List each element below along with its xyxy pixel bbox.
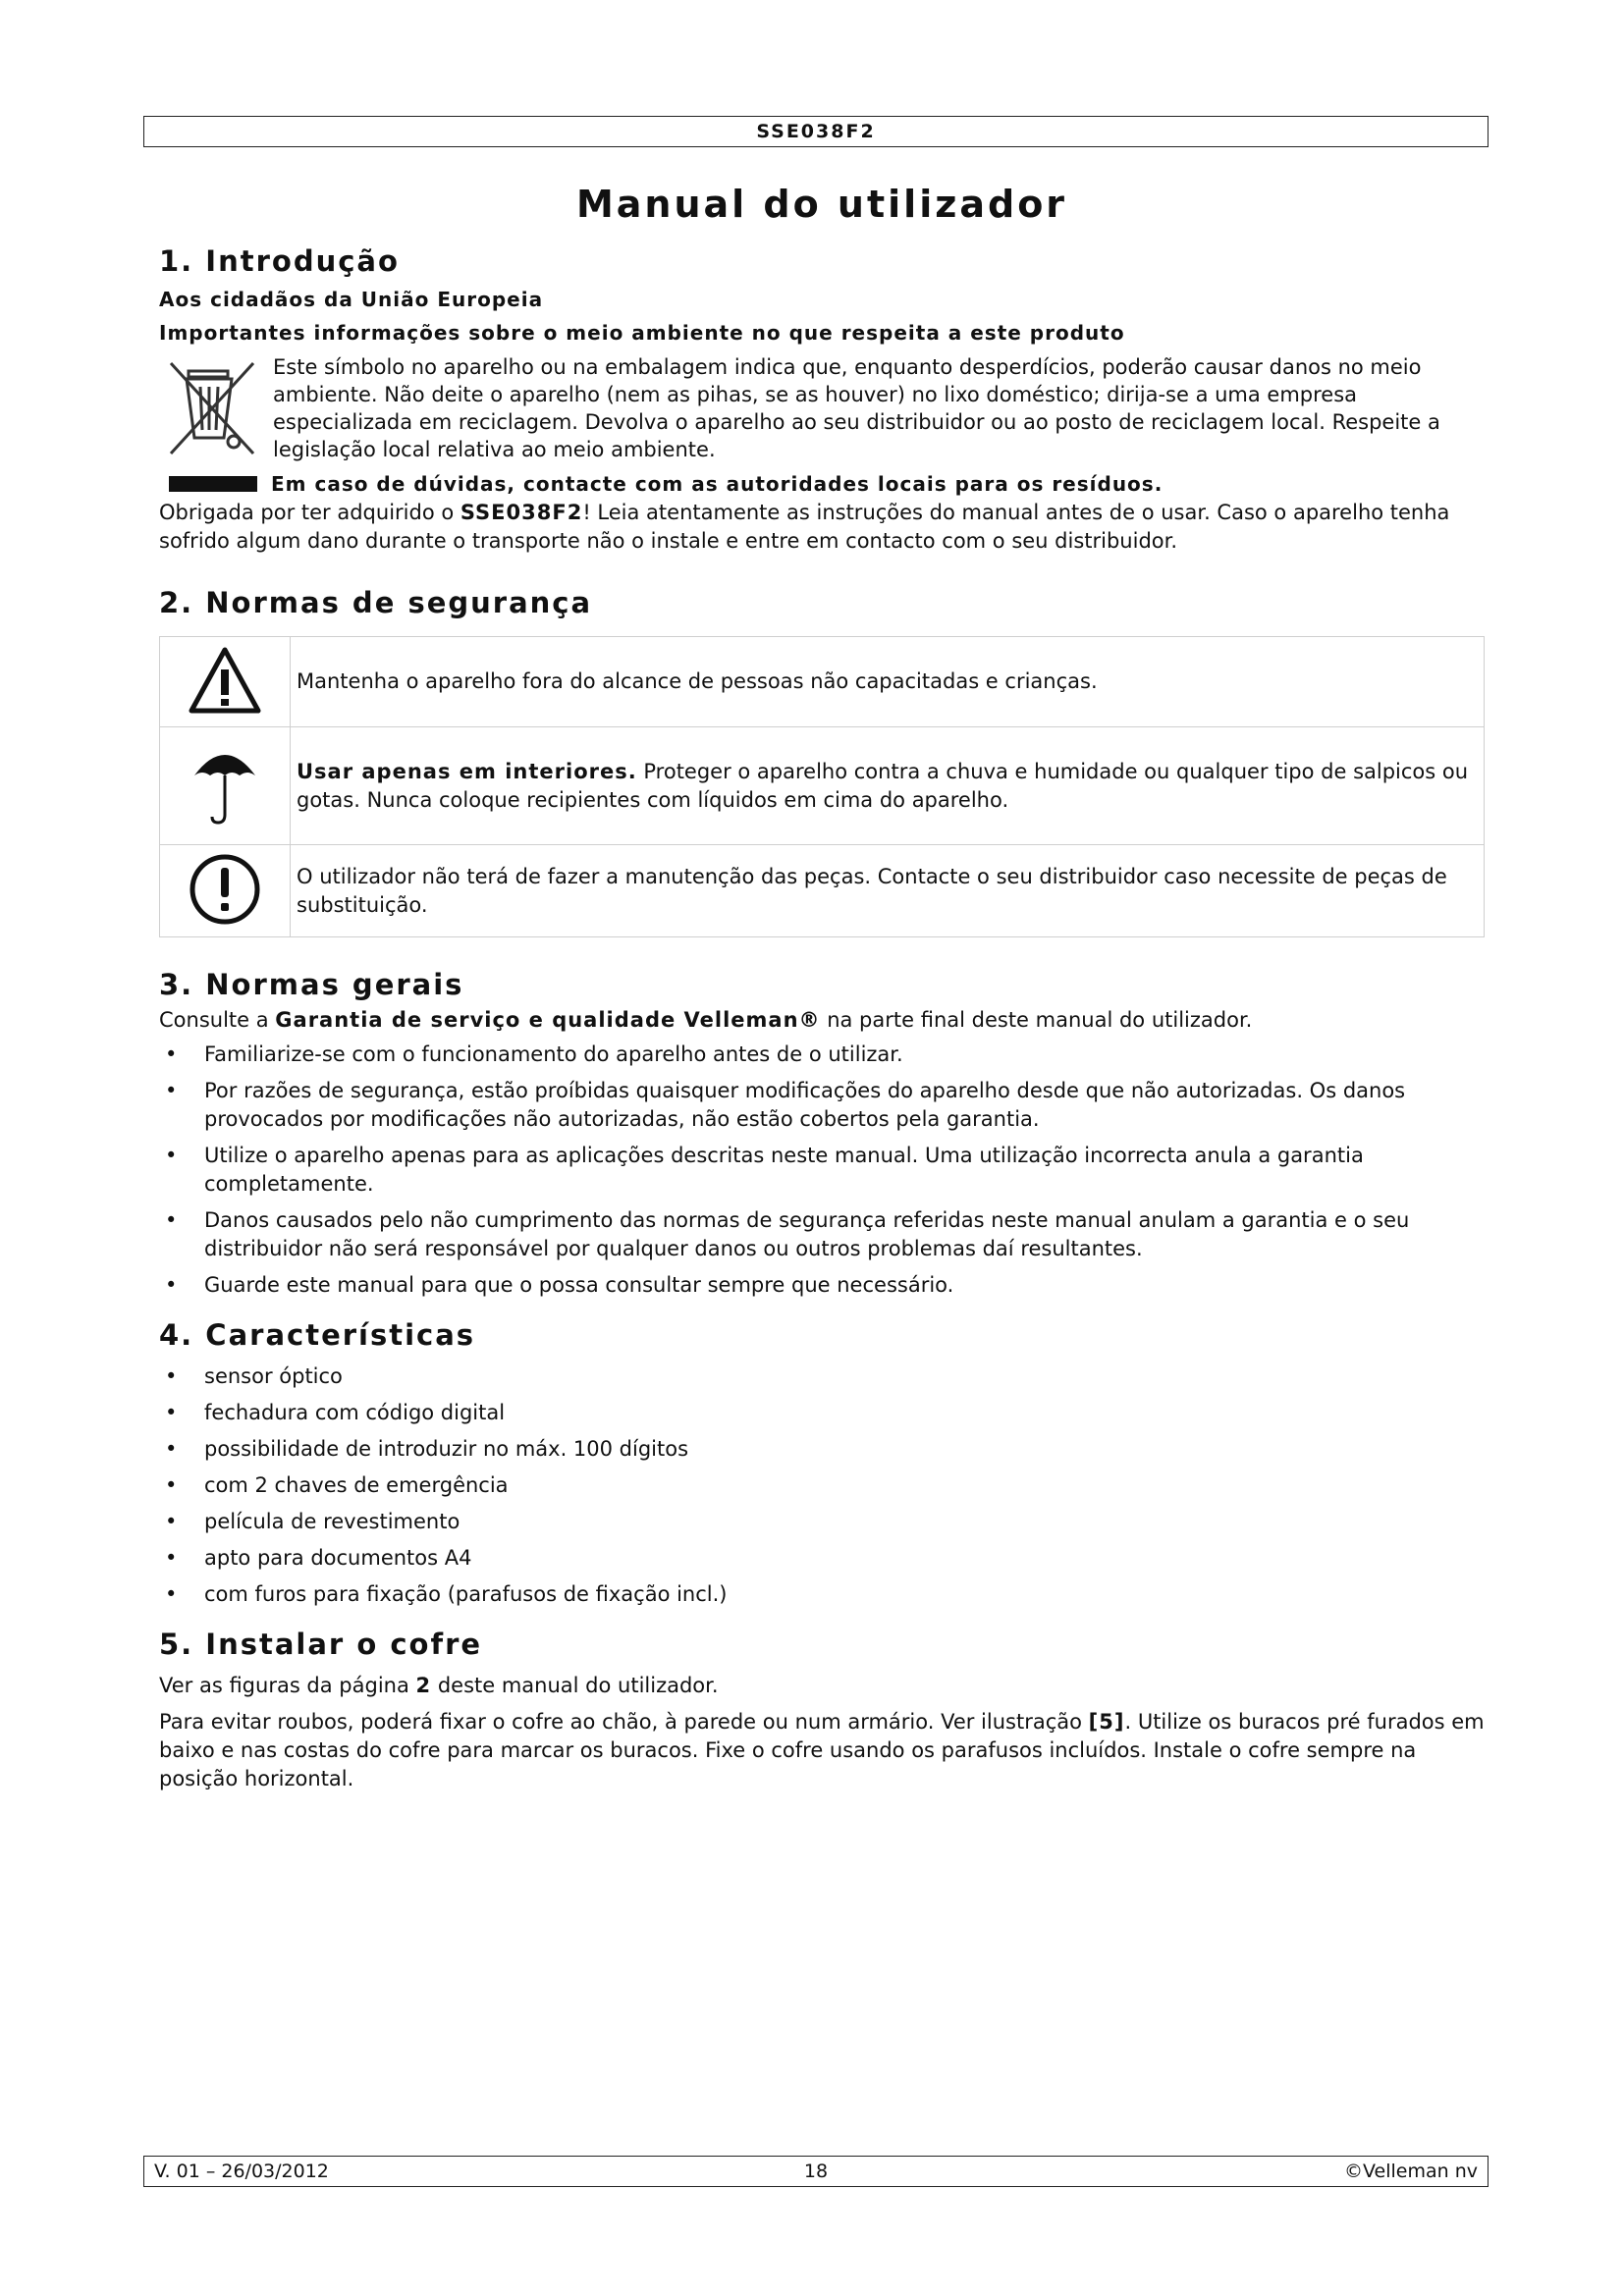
page-content bbox=[159, 177, 1485, 1793]
umbrella-icon bbox=[190, 742, 259, 827]
thanks-paragraph bbox=[159, 499, 1485, 556]
section-safety-heading: 2. Normas de segurança bbox=[159, 586, 593, 619]
section-general-heading: 3. Normas gerais bbox=[159, 968, 464, 1001]
page-reference: 2 bbox=[415, 1674, 432, 1697]
list-item: • possibilidade de introduzir no máx. 100 dígitos bbox=[159, 1435, 1485, 1464]
indoor-only-text: Proteger o aparelho contra a chuva e humidade ou qualquer tipo de salpicos ou gotas. Nunca coloque recipientes com líquidos em cima do aparelho. bbox=[297, 759, 1469, 812]
list-item: • fechadura com código digital bbox=[159, 1399, 1485, 1427]
footer-page-number: 18 bbox=[803, 2161, 829, 2182]
safety-text-2 bbox=[291, 727, 1485, 845]
safety-icon-cell bbox=[160, 637, 291, 727]
list-item: • Guarde este manual para que o possa consultar sempre que necessário. bbox=[159, 1271, 1485, 1300]
section-introduction-heading: 1. Introdução bbox=[159, 244, 400, 278]
safety-row bbox=[160, 727, 1485, 845]
list-item: • Por razões de segurança, estão proíbidas quaisquer modificações do aparelho desde que não autorizadas. Os danos provocados por modificações não autorizadas, não estão cobertos pela garantia. bbox=[159, 1077, 1485, 1134]
thanks-post: ! Leia atentamente as instruções do manual antes de o usar. Caso o aparelho tenha sofrido algum dano durante o transporte não o instale e entre em contacto com o seu distribuidor. bbox=[159, 501, 1450, 553]
safety-row bbox=[160, 637, 1485, 727]
list-item: • apto para documentos A4 bbox=[159, 1544, 1485, 1573]
section-features-heading: 4. Características bbox=[159, 1318, 476, 1352]
general-list bbox=[159, 1041, 1485, 1300]
safety-table bbox=[159, 636, 1485, 937]
list-item: • com 2 chaves de emergência bbox=[159, 1471, 1485, 1500]
install-p1-pre: Ver as figuras da página bbox=[159, 1674, 416, 1697]
document-footer bbox=[143, 2156, 1489, 2187]
general-intro-post: na parte final deste manual do utilizador. bbox=[820, 1008, 1253, 1032]
list-item: • Utilize o aparelho apenas para as aplicações descritas neste manual. Uma utilização incorrecta anula a garantia completamente. bbox=[159, 1142, 1485, 1199]
safety-row bbox=[160, 845, 1485, 937]
doubt-row bbox=[159, 469, 1485, 499]
thanks-pre: Obrigada por ter adquirido o bbox=[159, 501, 460, 524]
section-install-heading: 5. Instalar o cofre bbox=[159, 1628, 483, 1661]
weee-text: Este símbolo no aparelho ou na embalagem indica que, enquanto desperdícios, poderão causar danos no meio ambiente. Não deite o aparelho (nem as pihas, se as houver) no lixo doméstico; dirija-se a uma empresa especializada em reciclagem. Devolva o aparelho ao seu distribuidor ou ao posto de reciclagem local. Respeite a legislação local relativa ao meio ambiente. bbox=[273, 355, 1440, 461]
install-p2-post: . Utilize os buracos pré furados em baixo e nas costas do cofre para marcar os buracos. Fixe o cofre usando os parafusos incluídos. Instale o cofre sempre na posição horizontal. bbox=[159, 1710, 1485, 1790]
install-paragraph-2 bbox=[159, 1708, 1485, 1793]
figure-reference: [5] bbox=[1088, 1710, 1125, 1734]
warning-triangle-icon bbox=[189, 646, 261, 715]
warranty-label: Garantia de serviço e qualidade Velleman® bbox=[275, 1008, 821, 1032]
doubt-text: Em caso de dúvidas, contacte com as autoridades locais para os resíduos. bbox=[271, 472, 1164, 496]
indoor-only-label: Usar apenas em interiores. bbox=[297, 759, 637, 783]
crossed-bin-icon bbox=[159, 353, 265, 459]
model-code: SSE038F2 bbox=[756, 121, 876, 142]
footer-version: V. 01 – 26/03/2012 bbox=[154, 2161, 329, 2182]
safety-text-1: Mantenha o aparelho fora do alcance de pessoas não capacitadas e crianças. bbox=[291, 637, 1485, 727]
features-list bbox=[159, 1362, 1485, 1609]
document-header bbox=[143, 116, 1489, 147]
eu-citizens-subheading: Aos cidadãos da União Europeia bbox=[159, 288, 544, 311]
thanks-model: SSE038F2 bbox=[460, 501, 583, 524]
safety-icon-cell bbox=[160, 727, 291, 845]
install-p2-pre: Para evitar roubos, poderá fixar o cofre ao chão, à parede ou num armário. Ver ilustração bbox=[159, 1710, 1089, 1734]
safety-text-3: O utilizador não terá de fazer a manutenção das peças. Contacte o seu distribuidor caso necessite de peças de substituição. bbox=[291, 845, 1485, 937]
list-item: • com furos para fixação (parafusos de fixação incl.) bbox=[159, 1580, 1485, 1609]
general-intro-pre: Consulte a bbox=[159, 1008, 276, 1032]
exclamation-circle-icon bbox=[188, 852, 262, 927]
general-intro bbox=[159, 1006, 1485, 1035]
footer-company: ©Velleman nv bbox=[1344, 2161, 1478, 2182]
list-item: • Familiarize-se com o funcionamento do aparelho antes de o utilizar. bbox=[159, 1041, 1485, 1069]
page-title: Manual do utilizador bbox=[575, 183, 1068, 226]
list-item: • película de revestimento bbox=[159, 1508, 1485, 1536]
env-info-subheading: Importantes informações sobre o meio ambiente no que respeita a este produto bbox=[159, 321, 1125, 345]
install-p1-post: deste manual do utilizador. bbox=[431, 1674, 719, 1697]
weee-block bbox=[159, 353, 1485, 463]
list-item: • sensor óptico bbox=[159, 1362, 1485, 1391]
black-bar bbox=[169, 476, 257, 492]
install-paragraph-1 bbox=[159, 1672, 1485, 1700]
safety-icon-cell bbox=[160, 845, 291, 937]
list-item: • Danos causados pelo não cumprimento das normas de segurança referidas neste manual anulam a garantia e o seu distribuidor não será responsável por qualquer danos ou outros problemas daí resultantes. bbox=[159, 1206, 1485, 1263]
